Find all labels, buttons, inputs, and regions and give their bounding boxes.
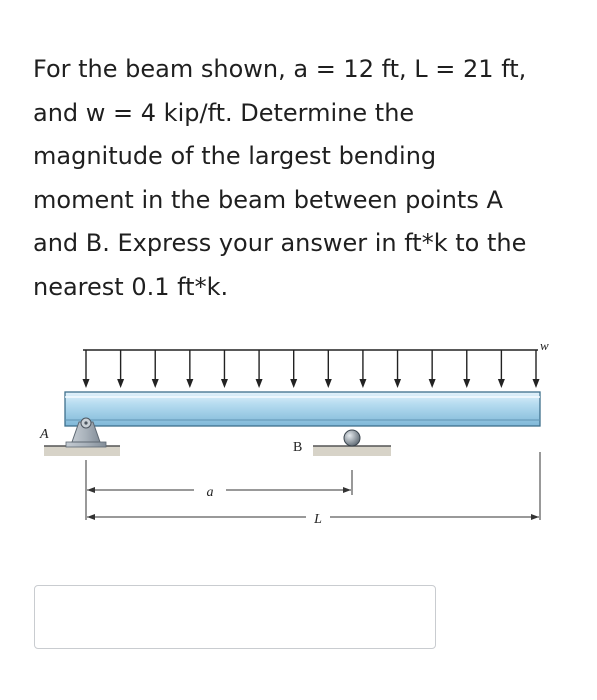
beam-figure bbox=[0, 330, 597, 530]
load-arrow-head bbox=[325, 379, 332, 388]
load-arrow-head bbox=[221, 379, 228, 388]
ground-a bbox=[44, 446, 120, 456]
load-arrow-head bbox=[152, 379, 159, 388]
load-arrows bbox=[83, 350, 540, 388]
question-line: and w = 4 kip/ft. Determine the bbox=[33, 98, 415, 127]
dimension-a-label: a bbox=[206, 485, 214, 500]
question-line: moment in the beam between points A bbox=[33, 185, 503, 214]
load-arrow-head bbox=[117, 379, 124, 388]
answer-input[interactable] bbox=[34, 585, 436, 649]
question-line: magnitude of the largest bending bbox=[33, 142, 437, 170]
dimension-a bbox=[87, 487, 351, 493]
dimension-l-label: L bbox=[314, 512, 322, 527]
question-line: and B. Express your answer in ft*k to the bbox=[33, 229, 527, 257]
point-a-label: A bbox=[40, 427, 49, 442]
question-text bbox=[33, 48, 573, 309]
question-line: nearest 0.1 ft*k. bbox=[33, 272, 229, 301]
load-arrow-head bbox=[533, 379, 540, 388]
distributed-load bbox=[83, 350, 540, 388]
ground-b bbox=[313, 446, 391, 456]
load-arrow-head bbox=[359, 379, 366, 388]
load-arrow-head bbox=[429, 379, 436, 388]
question-line: For the beam shown, a = 12 ft, L = 21 ft, bbox=[33, 55, 527, 83]
load-arrow-head bbox=[256, 379, 263, 388]
beam-diagram bbox=[0, 330, 597, 530]
load-arrow-head bbox=[290, 379, 297, 388]
roller-support-b bbox=[313, 430, 391, 456]
load-arrow-head bbox=[463, 379, 470, 388]
load-arrow-head bbox=[498, 379, 505, 388]
load-arrow-head bbox=[186, 379, 193, 388]
dimension-l bbox=[87, 514, 539, 520]
load-label-w: w bbox=[540, 338, 549, 353]
load-arrow-head bbox=[394, 379, 401, 388]
load-arrow-head bbox=[83, 379, 90, 388]
point-b-label: B bbox=[293, 440, 303, 455]
